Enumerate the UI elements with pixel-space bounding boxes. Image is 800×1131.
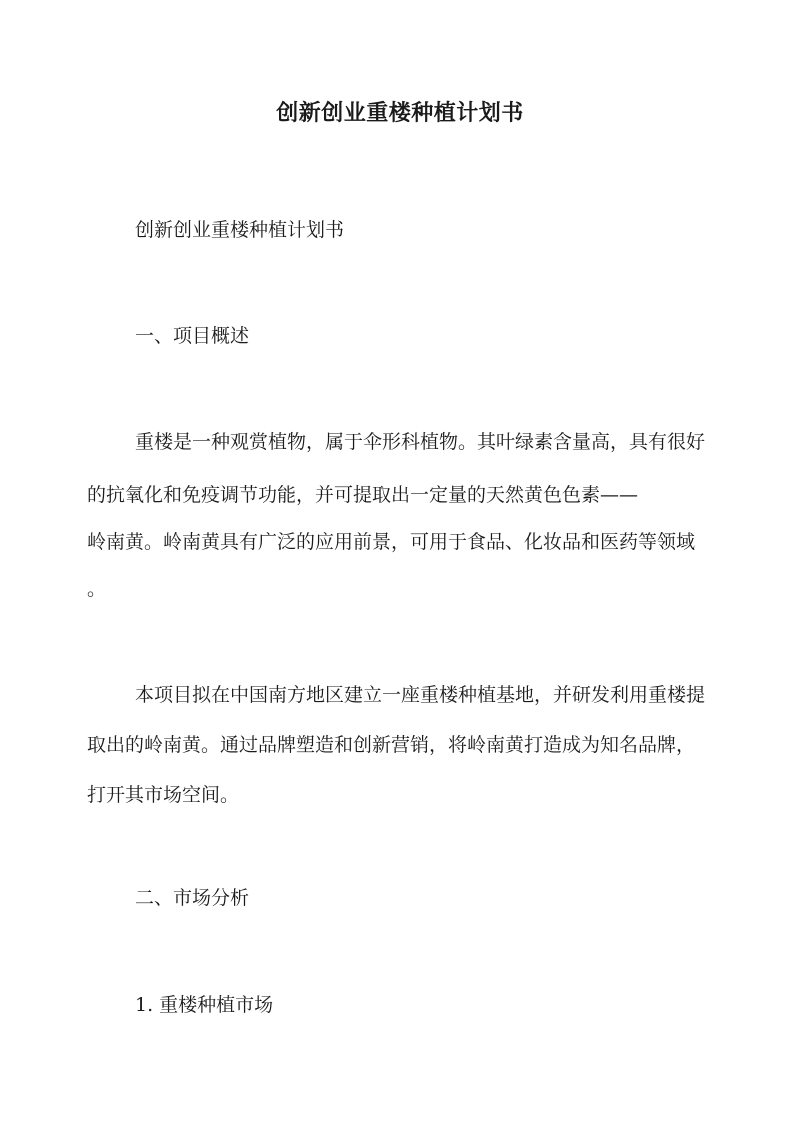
paragraph-line: 。 (87, 578, 107, 600)
paragraph-line: 重楼是一种观赏植物，属于伞形科植物。其叶绿素含量高，具有很好 (135, 431, 706, 453)
paragraph-line: 的抗氧化和免疫调节功能，并可提取出一定量的天然黄色色素—— (87, 484, 639, 506)
section-heading-overview: 一、项目概述 (135, 325, 250, 347)
list-item: 1. 重楼种植市场 (135, 994, 274, 1016)
document-title: 创新创业重楼种植计划书 (276, 100, 524, 126)
paragraph-line: 岭南黄。岭南黄具有广泛的应用前景，可用于食品、化妆品和医药等领域 (87, 531, 696, 553)
document-subtitle: 创新创业重楼种植计划书 (135, 219, 345, 241)
paragraph-line: 取出的岭南黄。通过品牌塑造和创新营销，将岭南黄打造成为知名品牌， (87, 734, 696, 756)
section-heading-market: 二、市场分析 (135, 887, 250, 909)
paragraph-line: 打开其市场空间。 (87, 784, 240, 806)
paragraph-line: 本项目拟在中国南方地区建立一座重楼种植基地，并研发利用重楼提 (135, 684, 706, 706)
